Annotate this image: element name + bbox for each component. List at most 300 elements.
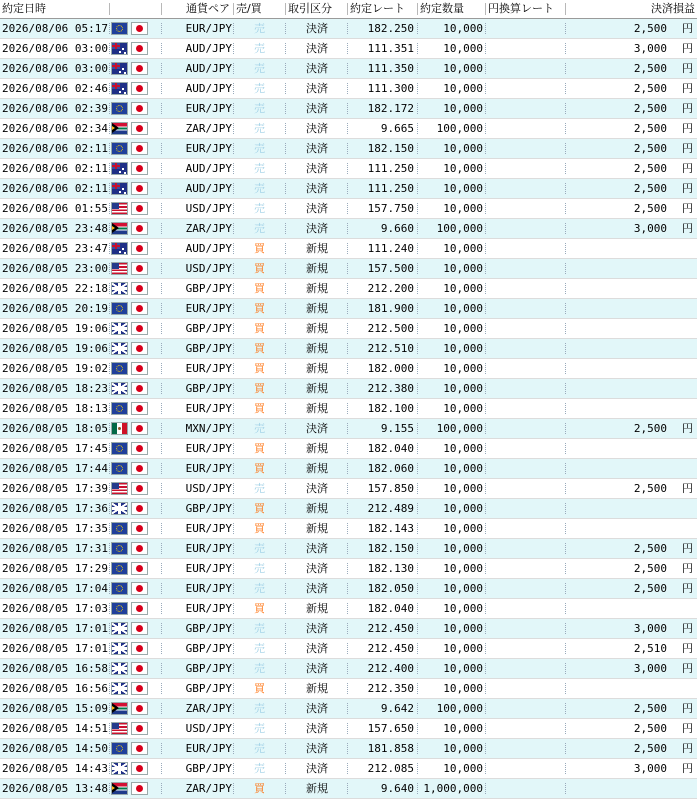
pnl-value: 2,500 <box>633 182 667 195</box>
cell-rate: 182.040 <box>348 599 418 618</box>
jpy-flag-icon <box>131 402 148 415</box>
cell-type: 決済 <box>286 719 348 738</box>
column-header-type[interactable]: 取引区分 <box>286 0 348 18</box>
table-row[interactable] <box>0 339 697 359</box>
cell-rate: 212.200 <box>348 279 418 298</box>
table-row[interactable] <box>0 139 697 159</box>
pnl-value: 2,500 <box>633 102 667 115</box>
cell-date: 2026/08/05 17:01 <box>0 619 110 638</box>
cell-qty: 10,000 <box>418 139 486 158</box>
cell-pair: GBP/JPY <box>162 339 234 358</box>
cell-date: 2026/08/05 17:01 <box>0 639 110 658</box>
cell-rate: 157.850 <box>348 479 418 498</box>
pnl-value: 3,000 <box>633 42 667 55</box>
jpy-flag-icon <box>131 462 148 475</box>
cell-yen-rate <box>486 479 566 498</box>
cell-flags <box>110 39 162 58</box>
base-currency-flag-icon <box>111 422 128 435</box>
cell-date: 2026/08/05 16:56 <box>0 679 110 698</box>
cell-pnl <box>566 539 697 558</box>
table-row[interactable] <box>0 519 697 539</box>
cell-pnl <box>566 659 697 678</box>
cell-flags <box>110 139 162 158</box>
cell-date: 2026/08/05 19:06 <box>0 319 110 338</box>
cell-side: 売 <box>234 759 286 778</box>
cell-type: 決済 <box>286 59 348 78</box>
cell-side: 売 <box>234 199 286 218</box>
column-header-date[interactable]: 約定日時 <box>0 0 110 18</box>
pnl-value: 3,000 <box>633 222 667 235</box>
cell-type: 決済 <box>286 739 348 758</box>
cell-side: 買 <box>234 679 286 698</box>
cell-yen-rate <box>486 519 566 538</box>
cell-rate: 182.130 <box>348 559 418 578</box>
column-header-side[interactable]: 売/買 <box>234 0 286 18</box>
cell-yen-rate <box>486 379 566 398</box>
column-header-pnl[interactable]: 決済損益 <box>651 2 695 15</box>
cell-flags <box>110 199 162 218</box>
cell-qty: 10,000 <box>418 39 486 58</box>
cell-type: 新規 <box>286 299 348 318</box>
cell-qty: 100,000 <box>418 699 486 718</box>
jpy-flag-icon <box>131 522 148 535</box>
cell-pair: ZAR/JPY <box>162 219 234 238</box>
cell-side: 買 <box>234 239 286 258</box>
cell-date: 2026/08/05 17:36 <box>0 499 110 518</box>
cell-pnl <box>566 519 697 538</box>
table-row[interactable] <box>0 759 697 779</box>
cell-yen-rate <box>486 319 566 338</box>
table-row[interactable] <box>0 599 697 619</box>
cell-pair: EUR/JPY <box>162 299 234 318</box>
yen-unit: 円 <box>682 762 693 775</box>
yen-unit: 円 <box>682 702 693 715</box>
cell-flags <box>110 519 162 538</box>
cell-side: 売 <box>234 99 286 118</box>
cell-type: 新規 <box>286 499 348 518</box>
yen-unit: 円 <box>682 582 693 595</box>
cell-qty: 10,000 <box>418 259 486 278</box>
base-currency-flag-icon <box>111 22 128 35</box>
base-currency-flag-icon <box>111 342 128 355</box>
cell-date: 2026/08/06 05:17 <box>0 19 110 38</box>
cell-flags <box>110 79 162 98</box>
cell-rate: 182.060 <box>348 459 418 478</box>
cell-rate: 182.250 <box>348 19 418 38</box>
jpy-flag-icon <box>131 242 148 255</box>
cell-rate: 9.660 <box>348 219 418 238</box>
cell-pnl <box>566 19 697 38</box>
cell-rate: 111.300 <box>348 79 418 98</box>
cell-pair: ZAR/JPY <box>162 699 234 718</box>
cell-qty: 10,000 <box>418 559 486 578</box>
cell-flags <box>110 759 162 778</box>
cell-side: 買 <box>234 319 286 338</box>
cell-yen-rate <box>486 299 566 318</box>
jpy-flag-icon <box>131 702 148 715</box>
table-row[interactable] <box>0 659 697 679</box>
pnl-value: 2,500 <box>633 482 667 495</box>
table-row[interactable] <box>0 679 697 699</box>
yen-unit: 円 <box>682 42 693 55</box>
cell-qty: 10,000 <box>418 479 486 498</box>
cell-date: 2026/08/05 17:31 <box>0 539 110 558</box>
yen-unit: 円 <box>682 22 693 35</box>
cell-flags <box>110 159 162 178</box>
cell-pair: AUD/JPY <box>162 159 234 178</box>
cell-pnl <box>566 719 697 738</box>
cell-type: 決済 <box>286 219 348 238</box>
cell-pnl <box>566 599 697 618</box>
cell-side: 買 <box>234 499 286 518</box>
cell-type: 新規 <box>286 279 348 298</box>
cell-qty: 10,000 <box>418 619 486 638</box>
table-row[interactable] <box>0 699 697 719</box>
base-currency-flag-icon <box>111 382 128 395</box>
base-currency-flag-icon <box>111 542 128 555</box>
cell-pnl <box>566 739 697 758</box>
table-row[interactable] <box>0 539 697 559</box>
table-row[interactable] <box>0 479 697 499</box>
cell-yen-rate <box>486 699 566 718</box>
pnl-value: 2,500 <box>633 582 667 595</box>
table-row[interactable] <box>0 299 697 319</box>
cell-pair: GBP/JPY <box>162 499 234 518</box>
cell-rate: 182.143 <box>348 519 418 538</box>
cell-rate: 9.665 <box>348 119 418 138</box>
cell-pnl <box>566 499 697 518</box>
cell-side: 売 <box>234 159 286 178</box>
cell-rate: 182.100 <box>348 399 418 418</box>
yen-unit: 円 <box>682 142 693 155</box>
cell-flags <box>110 119 162 138</box>
jpy-flag-icon <box>131 82 148 95</box>
cell-side: 売 <box>234 559 286 578</box>
cell-date: 2026/08/06 03:00 <box>0 59 110 78</box>
jpy-flag-icon <box>131 142 148 155</box>
cell-pnl <box>566 759 697 778</box>
cell-type: 決済 <box>286 639 348 658</box>
cell-rate: 111.250 <box>348 179 418 198</box>
cell-pair: EUR/JPY <box>162 359 234 378</box>
column-header-qty[interactable]: 約定数量 <box>418 0 486 18</box>
pnl-value: 2,500 <box>633 62 667 75</box>
base-currency-flag-icon <box>111 522 128 535</box>
cell-side: 買 <box>234 379 286 398</box>
cell-side: 買 <box>234 339 286 358</box>
table-row[interactable] <box>0 739 697 759</box>
jpy-flag-icon <box>131 762 148 775</box>
cell-qty: 10,000 <box>418 539 486 558</box>
jpy-flag-icon <box>131 342 148 355</box>
pnl-value: 2,500 <box>633 122 667 135</box>
cell-type: 決済 <box>286 99 348 118</box>
table-row[interactable] <box>0 779 697 799</box>
cell-yen-rate <box>486 339 566 358</box>
table-row[interactable] <box>0 399 697 419</box>
cell-rate: 182.040 <box>348 439 418 458</box>
cell-date: 2026/08/05 17:04 <box>0 579 110 598</box>
cell-date: 2026/08/05 17:29 <box>0 559 110 578</box>
cell-side: 買 <box>234 519 286 538</box>
cell-rate: 111.240 <box>348 239 418 258</box>
table-body <box>0 19 697 799</box>
jpy-flag-icon <box>131 722 148 735</box>
jpy-flag-icon <box>131 482 148 495</box>
cell-pnl <box>566 419 697 438</box>
jpy-flag-icon <box>131 42 148 55</box>
cell-pnl <box>566 239 697 258</box>
cell-pnl <box>566 99 697 118</box>
base-currency-flag-icon <box>111 622 128 635</box>
cell-qty: 100,000 <box>418 219 486 238</box>
jpy-flag-icon <box>131 222 148 235</box>
table-row[interactable] <box>0 639 697 659</box>
cell-yen-rate <box>486 139 566 158</box>
pnl-value: 2,500 <box>633 162 667 175</box>
cell-flags <box>110 599 162 618</box>
cell-rate: 212.380 <box>348 379 418 398</box>
cell-date: 2026/08/06 02:39 <box>0 99 110 118</box>
cell-date: 2026/08/05 15:09 <box>0 699 110 718</box>
cell-side: 買 <box>234 439 286 458</box>
cell-side: 買 <box>234 599 286 618</box>
cell-yen-rate <box>486 219 566 238</box>
cell-yen-rate <box>486 439 566 458</box>
cell-type: 決済 <box>286 659 348 678</box>
table-row[interactable] <box>0 119 697 139</box>
table-row[interactable] <box>0 59 697 79</box>
cell-flags <box>110 19 162 38</box>
cell-type: 決済 <box>286 479 348 498</box>
cell-yen-rate <box>486 239 566 258</box>
cell-side: 買 <box>234 399 286 418</box>
cell-rate: 9.640 <box>348 779 418 798</box>
base-currency-flag-icon <box>111 782 128 795</box>
cell-yen-rate <box>486 579 566 598</box>
cell-side: 売 <box>234 539 286 558</box>
table-row[interactable] <box>0 439 697 459</box>
pnl-value: 3,000 <box>633 622 667 635</box>
column-header-pair[interactable]: 通貨ペア <box>162 0 234 18</box>
cell-pair: AUD/JPY <box>162 239 234 258</box>
cell-date: 2026/08/05 17:35 <box>0 519 110 538</box>
table-row[interactable] <box>0 379 697 399</box>
cell-flags <box>110 499 162 518</box>
cell-side: 買 <box>234 259 286 278</box>
column-header-yen-rate[interactable]: 円換算レート <box>486 0 566 18</box>
cell-date: 2026/08/05 23:47 <box>0 239 110 258</box>
cell-side: 売 <box>234 699 286 718</box>
base-currency-flag-icon <box>111 502 128 515</box>
cell-rate: 182.050 <box>348 579 418 598</box>
cell-yen-rate <box>486 19 566 38</box>
cell-flags <box>110 319 162 338</box>
yen-unit: 円 <box>682 562 693 575</box>
cell-pair: GBP/JPY <box>162 319 234 338</box>
cell-rate: 182.172 <box>348 99 418 118</box>
cell-qty: 10,000 <box>418 599 486 618</box>
table-row[interactable] <box>0 319 697 339</box>
cell-flags <box>110 659 162 678</box>
table-row[interactable] <box>0 259 697 279</box>
cell-pair: GBP/JPY <box>162 279 234 298</box>
table-row[interactable] <box>0 199 697 219</box>
pnl-value: 2,500 <box>633 542 667 555</box>
base-currency-flag-icon <box>111 42 128 55</box>
cell-type: 決済 <box>286 199 348 218</box>
cell-qty: 10,000 <box>418 19 486 38</box>
jpy-flag-icon <box>131 442 148 455</box>
cell-rate: 181.858 <box>348 739 418 758</box>
cell-type: 決済 <box>286 619 348 638</box>
cell-yen-rate <box>486 739 566 758</box>
table-row[interactable] <box>0 279 697 299</box>
cell-pair: EUR/JPY <box>162 579 234 598</box>
cell-pnl <box>566 639 697 658</box>
table-row[interactable] <box>0 159 697 179</box>
cell-yen-rate <box>486 759 566 778</box>
cell-pnl <box>566 219 697 238</box>
yen-unit: 円 <box>682 422 693 435</box>
cell-qty: 10,000 <box>418 499 486 518</box>
cell-type: 新規 <box>286 599 348 618</box>
base-currency-flag-icon <box>111 62 128 75</box>
table-row[interactable] <box>0 19 697 39</box>
table-row[interactable] <box>0 619 697 639</box>
cell-pair: GBP/JPY <box>162 639 234 658</box>
cell-date: 2026/08/06 02:34 <box>0 119 110 138</box>
table-row[interactable] <box>0 179 697 199</box>
cell-type: 決済 <box>286 579 348 598</box>
pnl-value: 3,000 <box>633 662 667 675</box>
cell-date: 2026/08/05 17:45 <box>0 439 110 458</box>
cell-pair: EUR/JPY <box>162 399 234 418</box>
table-row[interactable] <box>0 99 697 119</box>
jpy-flag-icon <box>131 682 148 695</box>
cell-rate: 157.500 <box>348 259 418 278</box>
cell-qty: 10,000 <box>418 579 486 598</box>
cell-pnl <box>566 399 697 418</box>
table-row[interactable] <box>0 219 697 239</box>
cell-qty: 10,000 <box>418 99 486 118</box>
pnl-value: 2,510 <box>633 642 667 655</box>
cell-date: 2026/08/05 19:02 <box>0 359 110 378</box>
jpy-flag-icon <box>131 782 148 795</box>
table-row[interactable] <box>0 499 697 519</box>
cell-yen-rate <box>486 179 566 198</box>
column-header-rate[interactable]: 約定レート <box>348 0 418 18</box>
base-currency-flag-icon <box>111 82 128 95</box>
yen-unit: 円 <box>682 622 693 635</box>
cell-rate: 111.351 <box>348 39 418 58</box>
jpy-flag-icon <box>131 542 148 555</box>
base-currency-flag-icon <box>111 102 128 115</box>
cell-date: 2026/08/05 17:39 <box>0 479 110 498</box>
jpy-flag-icon <box>131 662 148 675</box>
cell-side: 売 <box>234 39 286 58</box>
base-currency-flag-icon <box>111 262 128 275</box>
cell-pair: AUD/JPY <box>162 179 234 198</box>
cell-flags <box>110 179 162 198</box>
cell-qty: 10,000 <box>418 239 486 258</box>
base-currency-flag-icon <box>111 282 128 295</box>
base-currency-flag-icon <box>111 482 128 495</box>
jpy-flag-icon <box>131 202 148 215</box>
cell-rate: 212.400 <box>348 659 418 678</box>
cell-date: 2026/08/06 02:11 <box>0 139 110 158</box>
cell-pair: GBP/JPY <box>162 759 234 778</box>
jpy-flag-icon <box>131 162 148 175</box>
jpy-flag-icon <box>131 322 148 335</box>
cell-yen-rate <box>486 159 566 178</box>
table-row[interactable] <box>0 719 697 739</box>
cell-rate: 182.150 <box>348 139 418 158</box>
cell-pair: ZAR/JPY <box>162 779 234 798</box>
cell-date: 2026/08/06 02:46 <box>0 79 110 98</box>
cell-pnl <box>566 199 697 218</box>
table-row[interactable] <box>0 459 697 479</box>
cell-yen-rate <box>486 559 566 578</box>
yen-unit: 円 <box>682 542 693 555</box>
yen-unit: 円 <box>682 222 693 235</box>
table-row[interactable] <box>0 239 697 259</box>
cell-yen-rate <box>486 659 566 678</box>
cell-pair: EUR/JPY <box>162 19 234 38</box>
table-row[interactable] <box>0 579 697 599</box>
column-header-flag <box>110 0 162 18</box>
cell-side: 売 <box>234 139 286 158</box>
cell-pnl <box>566 619 697 638</box>
table-row[interactable] <box>0 39 697 59</box>
cell-type: 決済 <box>286 19 348 38</box>
yen-unit: 円 <box>682 202 693 215</box>
cell-yen-rate <box>486 399 566 418</box>
cell-pnl <box>566 59 697 78</box>
jpy-flag-icon <box>131 22 148 35</box>
yen-unit: 円 <box>682 722 693 735</box>
cell-type: 新規 <box>286 679 348 698</box>
table-row[interactable] <box>0 559 697 579</box>
table-row[interactable] <box>0 79 697 99</box>
cell-pair: USD/JPY <box>162 479 234 498</box>
cell-yen-rate <box>486 79 566 98</box>
cell-side: 売 <box>234 219 286 238</box>
cell-qty: 10,000 <box>418 679 486 698</box>
cell-pair: EUR/JPY <box>162 439 234 458</box>
base-currency-flag-icon <box>111 162 128 175</box>
yen-unit: 円 <box>682 182 693 195</box>
jpy-flag-icon <box>131 62 148 75</box>
table-row[interactable] <box>0 359 697 379</box>
jpy-flag-icon <box>131 282 148 295</box>
cell-qty: 10,000 <box>418 759 486 778</box>
cell-side: 買 <box>234 299 286 318</box>
cell-type: 新規 <box>286 239 348 258</box>
pnl-value: 2,500 <box>633 22 667 35</box>
cell-type: 決済 <box>286 539 348 558</box>
table-row[interactable] <box>0 419 697 439</box>
jpy-flag-icon <box>131 382 148 395</box>
cell-side: 買 <box>234 279 286 298</box>
cell-pnl <box>566 559 697 578</box>
cell-pnl <box>566 319 697 338</box>
pnl-value: 2,500 <box>633 142 667 155</box>
jpy-flag-icon <box>131 502 148 515</box>
yen-unit: 円 <box>682 122 693 135</box>
cell-yen-rate <box>486 599 566 618</box>
cell-rate: 212.350 <box>348 679 418 698</box>
